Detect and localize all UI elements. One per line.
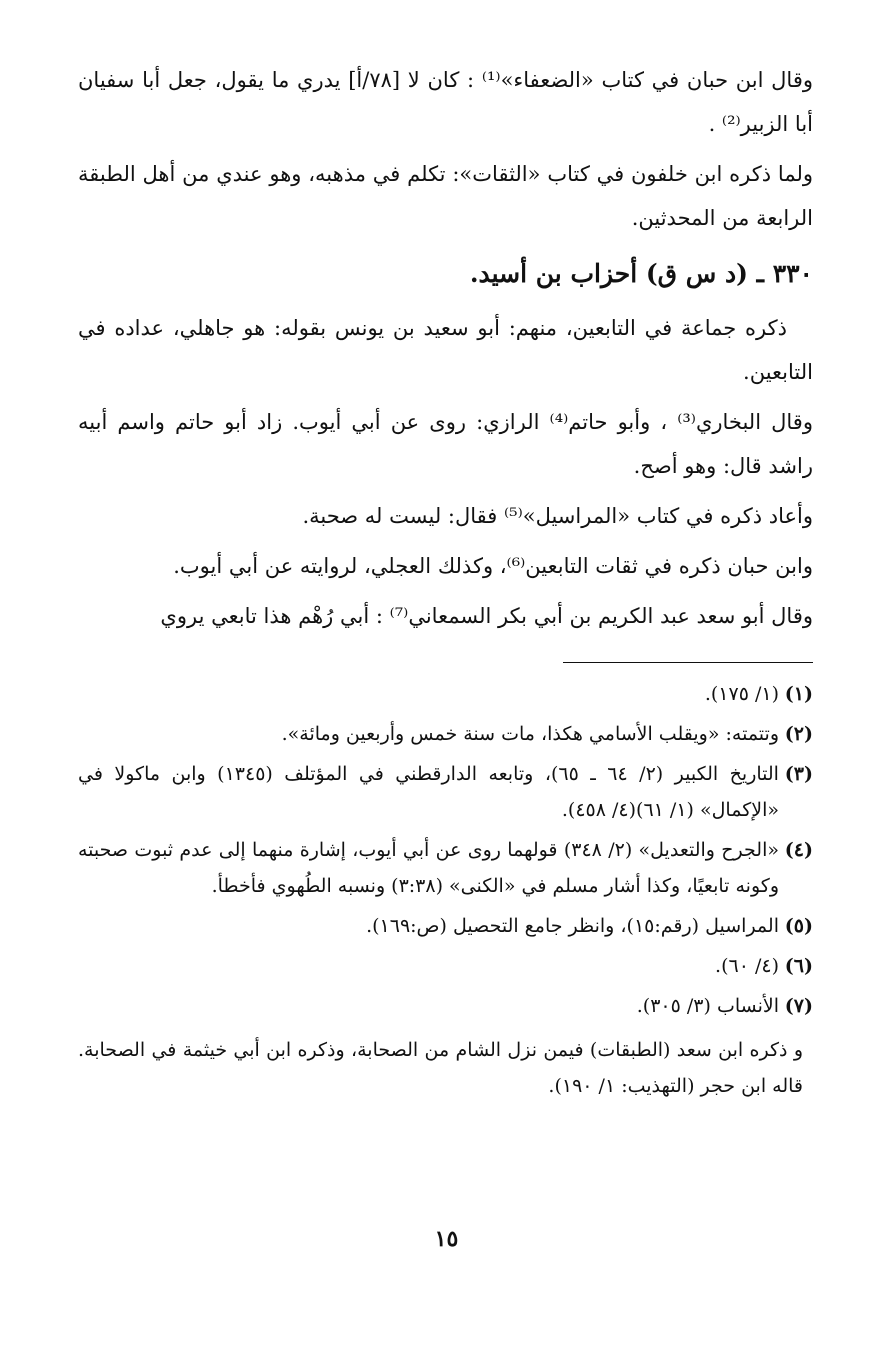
entry-heading: ٣٣٠ ـ (د س ق) أحزاب بن أسيد. [469, 259, 813, 288]
footnote-number: (٣) [784, 763, 813, 785]
footnote-number: (٥) [784, 915, 813, 937]
footnote [78, 988, 813, 1024]
footnote-text: (١/ ١٧٥). [704, 683, 779, 705]
footnote-text: الأنساب (٣/ ٣٠٥). [636, 995, 779, 1017]
footnote-text: (٤/ ٦٠). [715, 955, 779, 977]
footnote [78, 716, 813, 752]
footnote [78, 676, 813, 712]
paragraph: وقال أبو سعد عبد الكريم بن أبي بكر السمعاني⁽⁷⁾ : أبي رُهْم هذا تابعي يروي [160, 604, 813, 628]
footnote-text: «الجرح والتعديل» (٢/ ٣٤٨) قولهما روى عن أبي أيوب، إشارة منهما إلى عدم ثبوت صحبته وكونه تابعيًا، وكذا أشار مسلم في «الكنى» (٣:٣٨) ونسبه الطُهوي فأخطأ. [78, 839, 779, 897]
extra-note: و ذكره ابن سعد (الطبقات) فيمن نزل الشام من الصحابة، وذكره ابن أبي خيثمة في الصحابة. قاله ابن حجر (التهذيب: ١/ ١٩٠). [78, 1039, 803, 1097]
footnote-number: (٢) [784, 723, 813, 745]
footnote-text: المراسيل (رقم:١٥)، وانظر جامع التحصيل (ص:١٦٩). [366, 915, 779, 937]
paragraph: ذكره جماعة في التابعين، منهم: أبو سعيد بن يونس بقوله: هو جاهلي، عداده في التابعين. [78, 316, 813, 384]
footnote [78, 832, 813, 904]
footnote-separator [563, 662, 813, 663]
paragraph: وابن حبان ذكره في ثقات التابعين⁽⁶⁾، وكذلك العجلي، لروايته عن أبي أيوب. [173, 554, 813, 578]
page-number: ١٥ [434, 1226, 459, 1252]
footnote-text: وتتمته: «ويقلب الأسامي هكذا، مات سنة خمس وأربعين ومائة». [281, 723, 779, 745]
paragraph: وقال البخاري⁽³⁾ ، وأبو حاتم⁽⁴⁾ الرازي: روى عن أبي أيوب. زاد أبو حاتم واسم أبيه راشد قال: وهو أصح. [78, 410, 813, 478]
footnote-number: (١) [784, 683, 813, 705]
footnote-number: (٦) [784, 955, 813, 977]
footnote-number: (٧) [784, 995, 813, 1017]
footnote [78, 756, 813, 828]
paragraph: وقال ابن حبان في كتاب «الضعفاء»⁽¹⁾ : كان لا [٧٨/أ] يدري ما يقول، جعل أبا سفيان أبا الزبير⁽²⁾ . [78, 68, 813, 136]
footnote [78, 948, 813, 984]
footnote [78, 908, 813, 944]
paragraph: ولما ذكره ابن خلفون في كتاب «الثقات»: تكلم في مذهبه، وهو عندي من أهل الطبقة الرابعة من المحدثين. [78, 162, 813, 230]
footnote-text: التاريخ الكبير (٢/ ٦٤ ـ ٦٥)، وتابعه الدارقطني في المؤتلف (١٣٤٥) وابن ماكولا في «الإكمال» (١/ ٦١)(٤/ ٤٥٨). [78, 763, 779, 821]
main-text [78, 58, 813, 638]
footnotes [78, 676, 813, 1104]
paragraph: وأعاد ذكره في كتاب «المراسيل»⁽⁵⁾ فقال: ليست له صحبة. [302, 504, 813, 528]
footnote-number: (٤) [784, 839, 813, 861]
